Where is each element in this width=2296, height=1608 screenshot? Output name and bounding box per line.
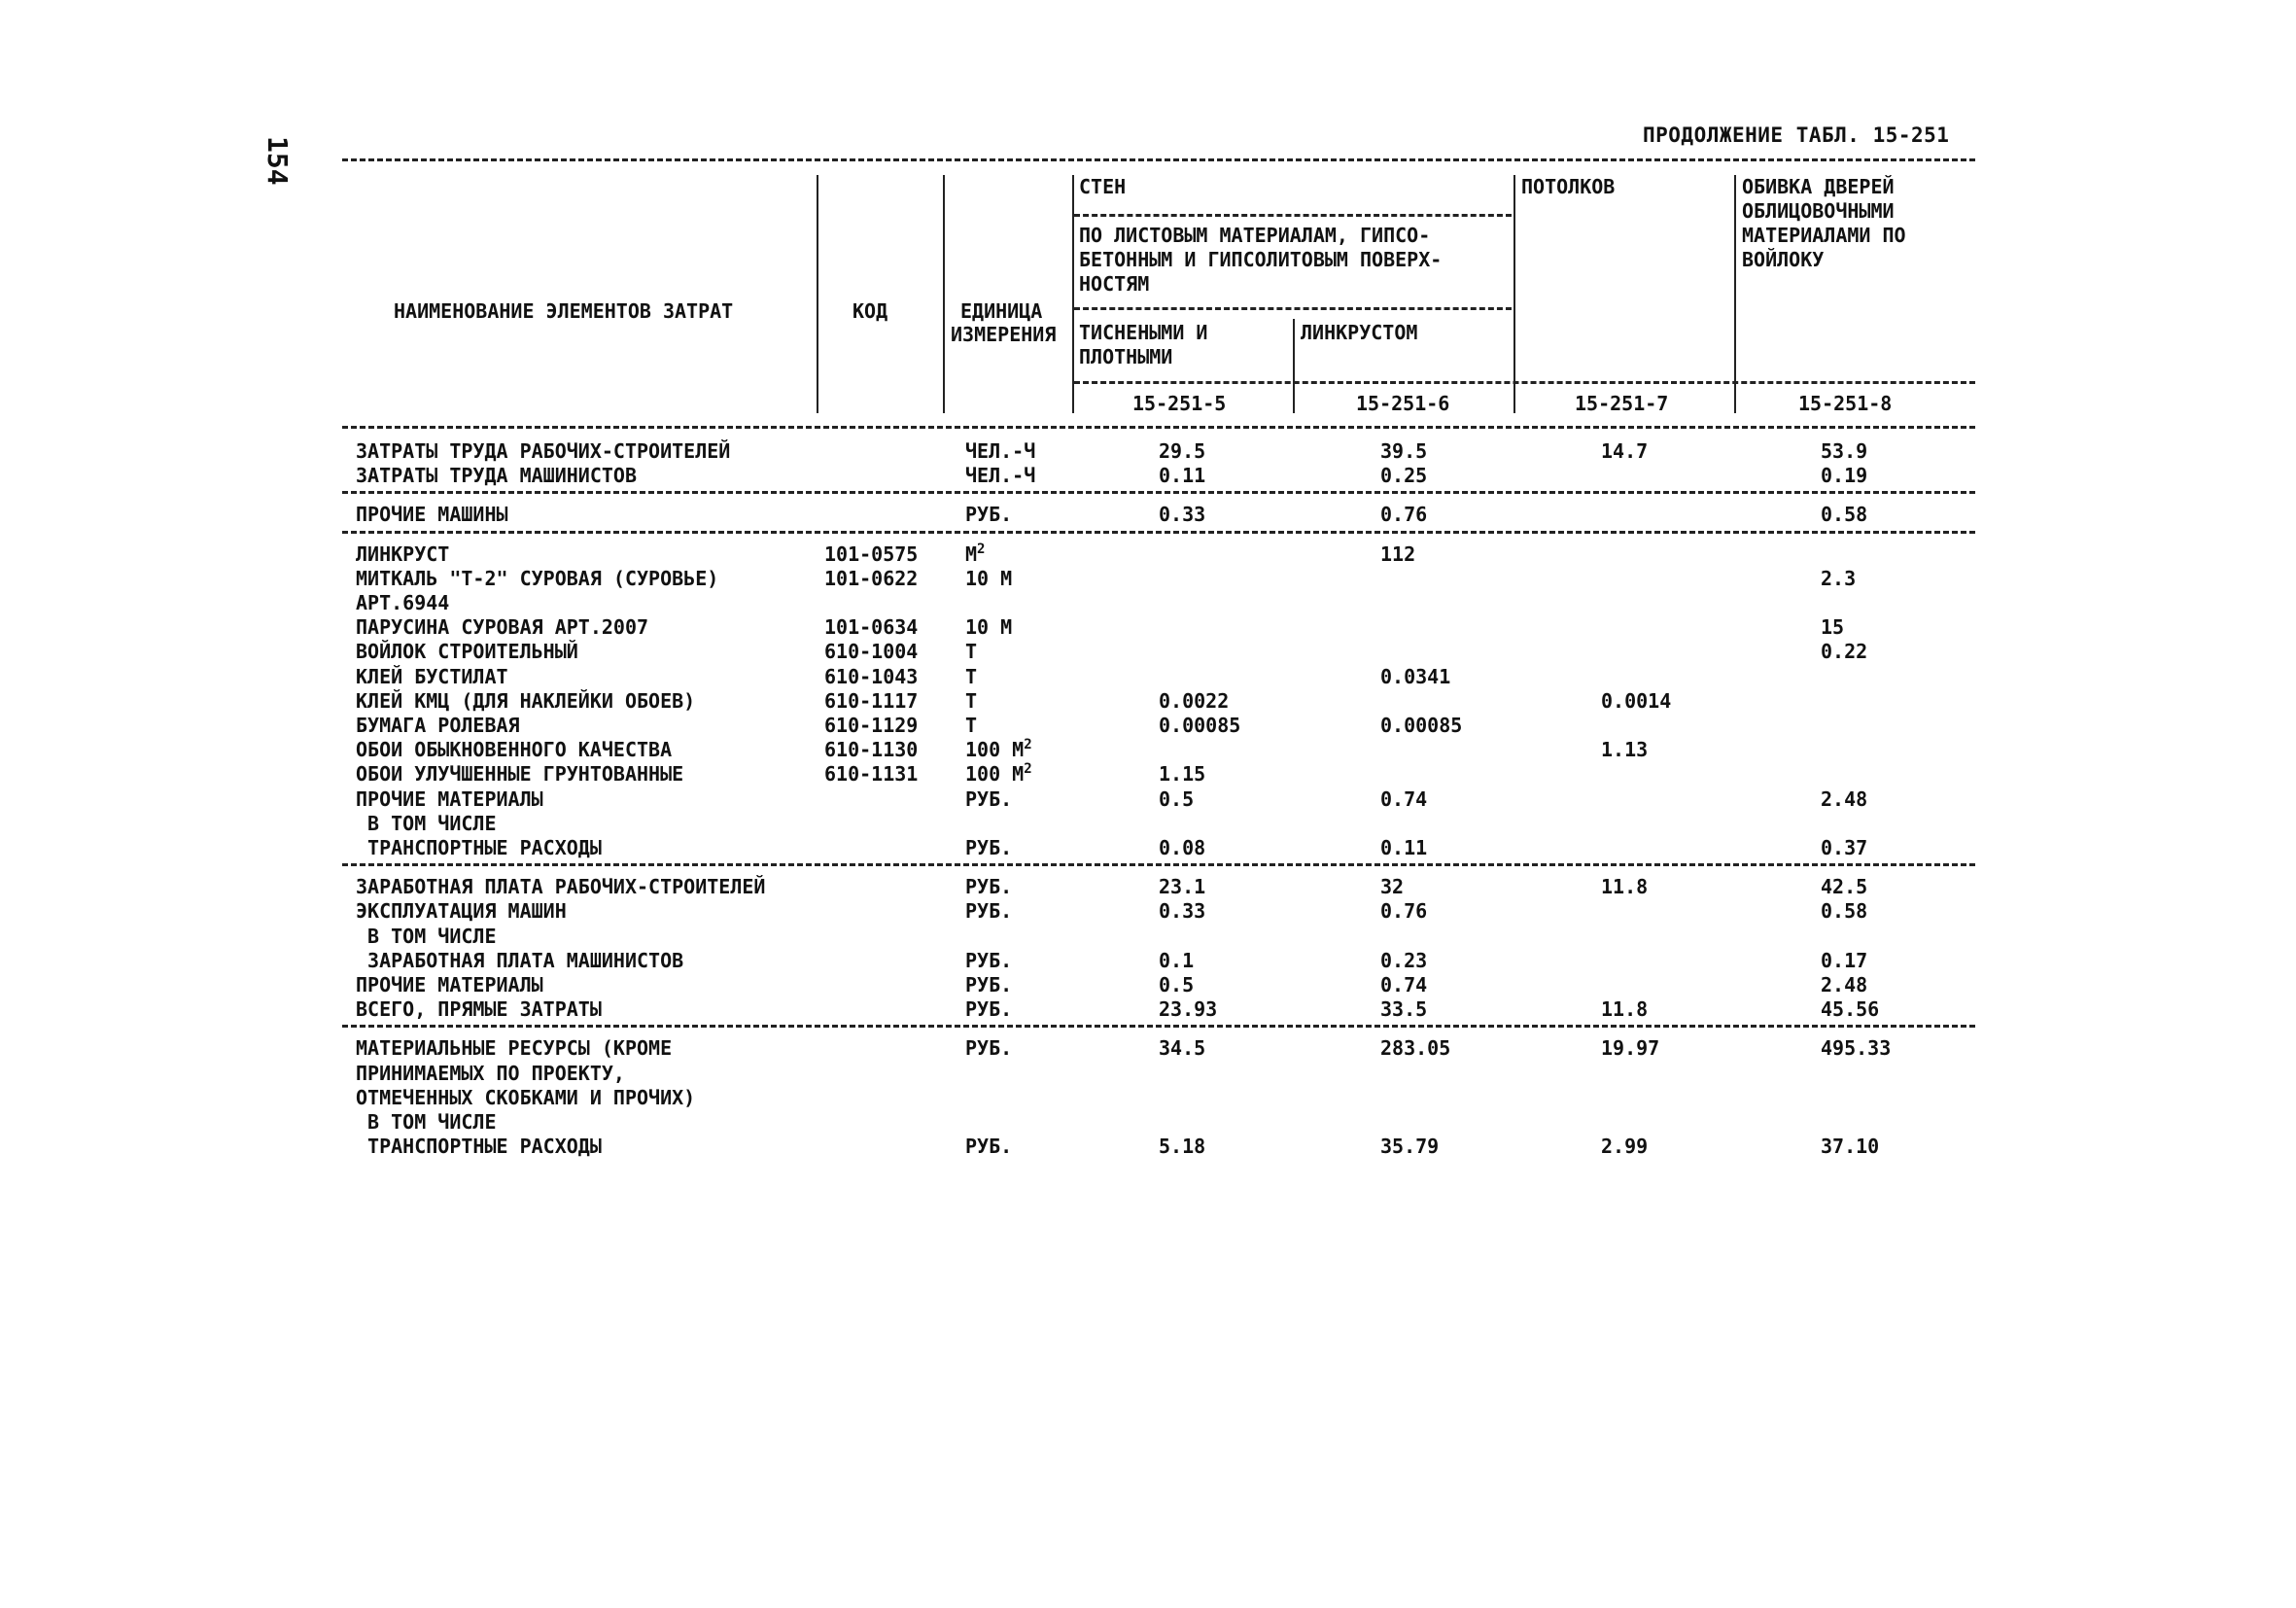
row-code: 101-0575 <box>824 542 919 566</box>
header-walls-sub: ПО ЛИСТОВЫМ МАТЕРИАЛАМ, ГИПСО- БЕТОННЫМ И ГИПСОЛИТОВЫМ ПОВЕРХ- НОСТЯМ <box>1079 224 1443 296</box>
row-name: ВОЙЛОК СТРОИТЕЛЬНЫЙ <box>356 640 578 664</box>
row-value-1: 0.33 <box>1159 899 1206 924</box>
row-name: ВСЕГО, ПРЯМЫЕ ЗАТРАТЫ <box>356 997 602 1022</box>
row-value-2: 283.05 <box>1380 1036 1451 1061</box>
unit-superscript: 2 <box>977 541 986 557</box>
row-value-4: 2.3 <box>1821 566 1857 590</box>
rule-header-bottom <box>342 426 1975 429</box>
row-unit: Т <box>965 640 978 664</box>
row-value-2: 0.25 <box>1380 464 1428 488</box>
vbar-2 <box>943 175 945 413</box>
row-value-4: 53.9 <box>1821 439 1868 463</box>
row-name: ОТМЕЧЕННЫХ СКОБКАМИ И ПРОЧИХ) <box>356 1085 696 1109</box>
row-name: АРТ.6944 <box>356 591 450 614</box>
row-value-3: 0.0014 <box>1601 688 1672 713</box>
section-rule <box>342 1025 1975 1028</box>
row-value-4: 0.17 <box>1821 948 1868 972</box>
row-name: ПРОЧИЕ МАШИНЫ <box>356 503 508 527</box>
row-code: 610-1129 <box>824 714 919 737</box>
row-value-1: 23.1 <box>1159 875 1206 899</box>
row-name: МАТЕРИАЛЬНЫЕ РЕСУРСЫ (КРОМЕ <box>356 1036 673 1061</box>
row-value-4: 42.5 <box>1821 875 1868 899</box>
row-value-2: 0.74 <box>1380 973 1428 996</box>
row-value-4: 2.48 <box>1821 973 1868 996</box>
row-unit: ЧЕЛ.-Ч <box>965 439 1036 463</box>
row-name: ЭКСПЛУАТАЦИЯ МАШИН <box>356 899 567 924</box>
row-value-1: 34.5 <box>1159 1036 1206 1061</box>
vbar-6 <box>1734 175 1736 413</box>
row-value-4: 0.22 <box>1821 640 1868 664</box>
row-value-3: 11.8 <box>1601 997 1649 1022</box>
row-value-4: 45.56 <box>1821 997 1880 1022</box>
page-number: 154 <box>261 136 294 186</box>
row-name: ПРИНИМАЕМЫХ ПО ПРОЕКТУ, <box>356 1061 625 1085</box>
row-value-4: 37.10 <box>1821 1135 1880 1159</box>
vbar-5 <box>1513 175 1515 413</box>
row-value-1: 0.1 <box>1159 948 1195 972</box>
row-code: 610-1043 <box>824 664 919 688</box>
row-name: В ТОМ ЧИСЛЕ <box>356 924 497 948</box>
row-unit: РУБ. <box>965 836 1013 859</box>
row-value-2: 39.5 <box>1380 439 1428 463</box>
row-value-1: 0.00085 <box>1159 714 1241 737</box>
row-unit: $М^2$ <box>965 541 986 566</box>
row-name: ПАРУСИНА СУРОВАЯ АРТ.2007 <box>356 615 649 640</box>
row-value-2: 32 <box>1380 875 1405 899</box>
row-name: ТРАНСПОРТНЫЕ РАСХОДЫ <box>356 836 602 859</box>
row-name: ОБОИ ОБЫКНОВЕННОГО КАЧЕСТВА <box>356 738 673 762</box>
section-rule <box>342 863 1975 866</box>
row-unit: 100 $М^2$ <box>965 761 1032 787</box>
header-walls: СТЕН <box>1079 175 1127 198</box>
section-rule <box>342 491 1975 494</box>
row-unit: РУБ. <box>965 948 1013 972</box>
row-unit: РУБ. <box>965 973 1013 996</box>
vbar-4 <box>1293 319 1295 413</box>
row-value-1: 5.18 <box>1159 1135 1206 1159</box>
row-unit: РУБ. <box>965 899 1013 924</box>
header-unit-2: ИЗМЕРЕНИЯ <box>951 323 1057 346</box>
row-value-3: 19.97 <box>1601 1036 1660 1061</box>
row-value-2: 35.79 <box>1380 1135 1440 1159</box>
row-name: ОБОИ УЛУЧШЕННЫЕ ГРУНТОВАННЫЕ <box>356 762 684 787</box>
row-unit: РУБ. <box>965 875 1013 899</box>
row-unit: 100 $М^2$ <box>965 737 1032 762</box>
row-value-2: 0.00085 <box>1380 714 1463 737</box>
row-value-4: 495.33 <box>1821 1036 1892 1061</box>
vbar-1 <box>817 175 818 413</box>
row-value-4: 15 <box>1821 615 1845 640</box>
header-code-4: 15-251-8 <box>1798 392 1893 415</box>
row-name: КЛЕЙ БУСТИЛАТ <box>356 664 508 688</box>
row-value-1: 0.5 <box>1159 787 1195 811</box>
row-unit: 10 М <box>965 615 1013 640</box>
row-unit: РУБ. <box>965 503 1013 527</box>
row-value-2: 0.23 <box>1380 948 1428 972</box>
row-value-1: 0.08 <box>1159 836 1206 859</box>
row-name: ЗАТРАТЫ ТРУДА РАБОЧИХ-СТРОИТЕЛЕЙ <box>356 439 731 463</box>
rule-codes <box>1074 381 1975 384</box>
row-name: ПРОЧИЕ МАТЕРИАЛЫ <box>356 787 543 811</box>
table-caption: ПРОДОЛЖЕНИЕ ТАБЛ. 15-251 <box>1643 123 1950 147</box>
row-unit: РУБ. <box>965 1135 1013 1159</box>
row-unit: Т <box>965 714 978 737</box>
row-value-3: 14.7 <box>1601 439 1649 463</box>
row-unit: РУБ. <box>965 787 1013 811</box>
row-unit: Т <box>965 688 978 713</box>
row-name: В ТОМ ЧИСЛЕ <box>356 1110 497 1134</box>
row-value-4: 0.58 <box>1821 503 1868 527</box>
unit-superscript: 2 <box>1024 737 1032 753</box>
header-ceilings: ПОТОЛКОВ <box>1521 175 1616 198</box>
row-value-3: 2.99 <box>1601 1135 1649 1159</box>
row-value-1: 1.15 <box>1159 762 1206 787</box>
rule-walls-group <box>1074 214 1512 217</box>
header-unit-1: ЕДИНИЦА <box>960 299 1043 323</box>
row-value-2: 0.76 <box>1380 899 1428 924</box>
row-value-1: 0.5 <box>1159 973 1195 996</box>
row-unit: ЧЕЛ.-Ч <box>965 464 1036 488</box>
row-value-2: 0.76 <box>1380 503 1428 527</box>
row-value-1: 0.0022 <box>1159 688 1230 713</box>
section-rule <box>342 531 1975 534</box>
row-unit: Т <box>965 664 978 688</box>
row-value-1: 23.93 <box>1159 997 1218 1022</box>
row-code: 610-1130 <box>824 738 919 762</box>
row-name: БУМАГА РОЛЕВАЯ <box>356 714 520 737</box>
row-value-2: 0.74 <box>1380 787 1428 811</box>
row-unit: 10 М <box>965 566 1013 590</box>
header-doors: ОБИВКА ДВЕРЕЙ ОБЛИЦОВОЧНЫМИ МАТЕРИАЛАМИ ПО ВОЙЛОКУ <box>1742 175 1906 271</box>
row-code: 610-1117 <box>824 688 919 713</box>
row-value-3: 11.8 <box>1601 875 1649 899</box>
header-code-2: 15-251-6 <box>1356 392 1450 415</box>
row-name: В ТОМ ЧИСЛЕ <box>356 811 497 835</box>
row-code: 610-1004 <box>824 640 919 664</box>
header-walls-embossed: ТИСНЕНЫМИ И ПЛОТНЫМИ <box>1079 321 1208 368</box>
row-value-1: 0.11 <box>1159 464 1206 488</box>
row-value-2: 0.11 <box>1380 836 1428 859</box>
row-name: ЗАРАБОТНАЯ ПЛАТА РАБОЧИХ-СТРОИТЕЛЕЙ <box>356 875 766 899</box>
row-value-2: 0.0341 <box>1380 664 1451 688</box>
row-code: 610-1131 <box>824 762 919 787</box>
row-code: 101-0634 <box>824 615 919 640</box>
vbar-3 <box>1072 175 1074 413</box>
header-name: НАИМЕНОВАНИЕ ЭЛЕМЕНТОВ ЗАТРАТ <box>394 299 734 323</box>
row-value-2: 33.5 <box>1380 997 1428 1022</box>
row-unit: РУБ. <box>965 1036 1013 1061</box>
row-code: 101-0622 <box>824 566 919 590</box>
row-unit: РУБ. <box>965 997 1013 1022</box>
row-value-4: 0.37 <box>1821 836 1868 859</box>
row-name: ЗАТРАТЫ ТРУДА МАШИНИСТОВ <box>356 464 637 488</box>
row-name: ТРАНСПОРТНЫЕ РАСХОДЫ <box>356 1135 602 1159</box>
header-code-3: 15-251-7 <box>1575 392 1669 415</box>
row-value-3: 1.13 <box>1601 738 1649 762</box>
row-name: КЛЕЙ КМЦ (ДЛЯ НАКЛЕЙКИ ОБОЕВ) <box>356 688 696 713</box>
row-value-4: 0.19 <box>1821 464 1868 488</box>
row-name: ЗАРАБОТНАЯ ПЛАТА МАШИНИСТОВ <box>356 948 684 972</box>
row-value-4: 0.58 <box>1821 899 1868 924</box>
rule-walls-sub <box>1074 307 1512 310</box>
header-walls-lincrusta: ЛИНКРУСТОМ <box>1301 321 1418 344</box>
header-code-1: 15-251-5 <box>1132 392 1227 415</box>
row-value-2: 112 <box>1380 542 1416 566</box>
rule-top <box>342 158 1975 161</box>
row-value-1: 0.33 <box>1159 503 1206 527</box>
row-name: ЛИНКРУСТ <box>356 542 450 566</box>
row-name: ПРОЧИЕ МАТЕРИАЛЫ <box>356 973 543 996</box>
row-value-1: 29.5 <box>1159 439 1206 463</box>
header-code: КОД <box>852 299 888 323</box>
row-name: МИТКАЛЬ "Т-2" СУРОВАЯ (СУРОВЬЕ) <box>356 566 719 590</box>
unit-superscript: 2 <box>1024 761 1032 778</box>
row-value-4: 2.48 <box>1821 787 1868 811</box>
